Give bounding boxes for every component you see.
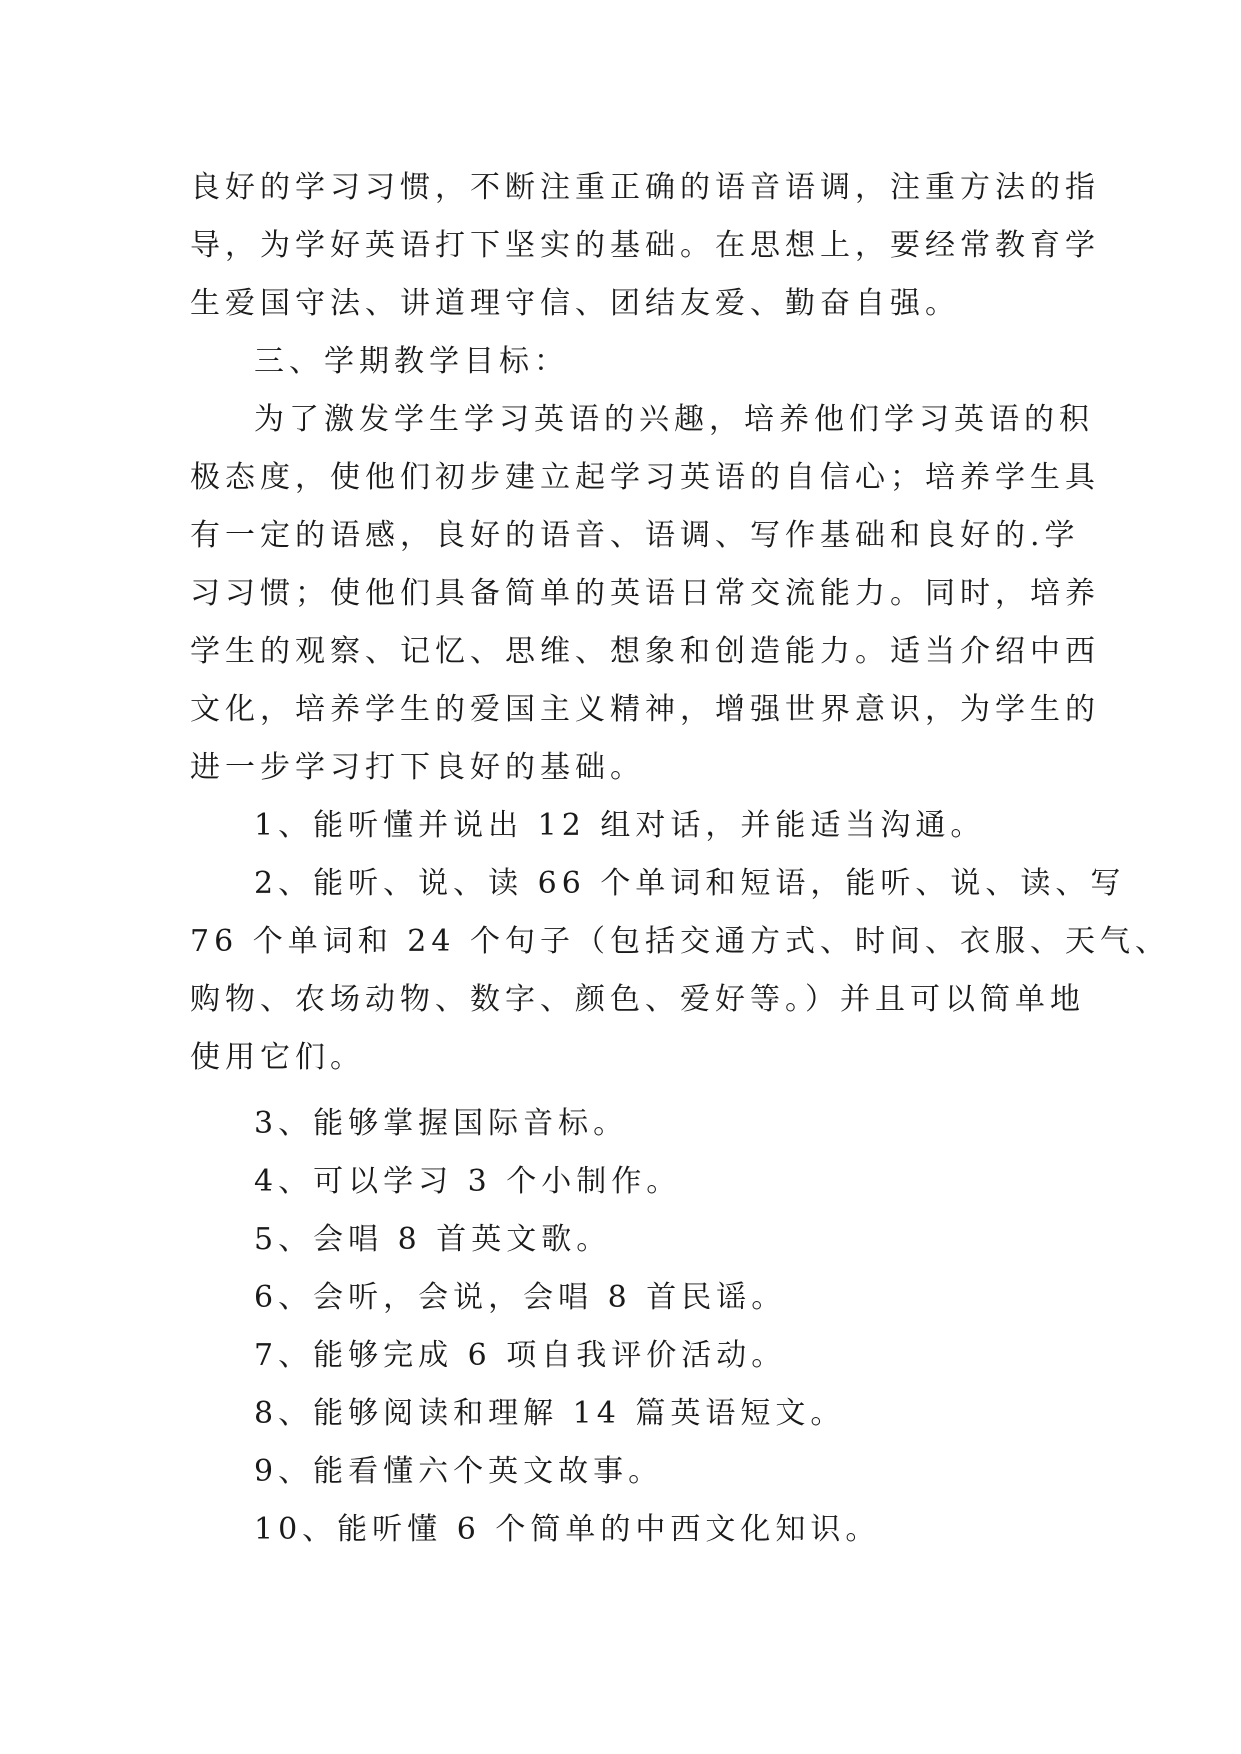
list-item: 9、能看懂六个英文故事。	[254, 1454, 664, 1489]
list-item: 8、能够阅读和理解 14 篇英语短文。	[254, 1396, 846, 1431]
list-item: 7、能够完成 6 项自我评价活动。	[254, 1338, 787, 1373]
paragraph-line: 文化，培养学生的爱国主义精神，增强世界意识，为学生的	[190, 692, 1100, 727]
document-body	[190, 159, 1170, 1559]
list-item: 6、会听，会说，会唱 8 首民谣。	[254, 1280, 787, 1315]
list-item: 5、会唱 8 首英文歌。	[254, 1222, 612, 1257]
paragraph-line: 习习惯；使他们具备简单的英语日常交流能力。同时，培养	[190, 576, 1100, 611]
list-item: 2、能听、说、读 66 个单词和短语，能听、说、读、写	[254, 866, 1126, 901]
paragraph-line: 极态度，使他们初步建立起学习英语的自信心；培养学生具	[190, 460, 1100, 495]
paragraph-line: 生爱国守法、讲道理守信、团结友爱、勤奋自强。	[190, 286, 960, 321]
paragraph-line: 为了激发学生学习英语的兴趣，培养他们学习英语的积	[254, 402, 1094, 437]
paragraph-line: 良好的学习习惯，不断注重正确的语音语调，注重方法的指	[190, 170, 1100, 205]
paragraph-line: 有一定的语感，良好的语音、语调、写作基础和良好的.学	[190, 518, 1080, 553]
list-item: 3、能够掌握国际音标。	[254, 1106, 629, 1141]
list-item: 4、可以学习 3 个小制作。	[254, 1164, 682, 1199]
list-item: 1、能听懂并说出 12 组对话，并能适当沟通。	[254, 808, 986, 843]
list-item-continuation: 76 个单词和 24 个句子（包括交通方式、时间、衣服、天气、	[190, 924, 1170, 959]
list-item-continuation: 使用它们。	[190, 1040, 365, 1075]
list-item: 10、能听懂 6 个简单的中西文化知识。	[254, 1512, 881, 1547]
section-heading: 三、学期教学目标：	[254, 344, 569, 379]
list-item-continuation: 购物、农场动物、数字、颜色、爱好等。）并且可以简单地	[190, 982, 1085, 1017]
paragraph-line: 学生的观察、记忆、思维、想象和创造能力。适当介绍中西	[190, 634, 1100, 669]
paragraph-line: 进一步学习打下良好的基础。	[190, 750, 645, 785]
paragraph-line: 导，为学好英语打下坚实的基础。在思想上，要经常教育学	[190, 228, 1100, 263]
